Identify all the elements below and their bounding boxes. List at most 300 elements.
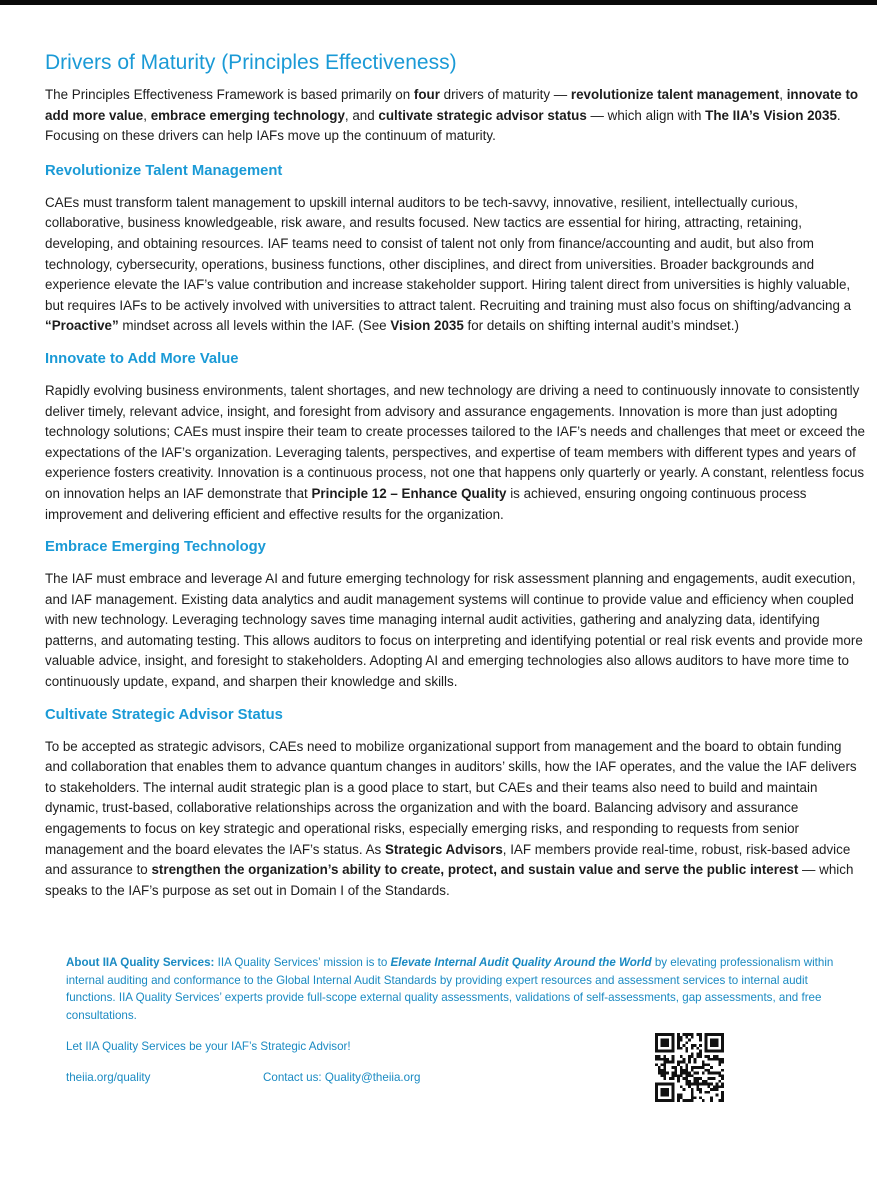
qr-module (655, 1055, 658, 1058)
qr-module (674, 1069, 677, 1072)
qr-module (655, 1085, 658, 1088)
qr-module (691, 1066, 694, 1069)
qr-module (685, 1033, 688, 1036)
qr-module (688, 1039, 691, 1042)
qr-module (691, 1096, 694, 1099)
document-body (45, 50, 865, 901)
qr-module (655, 1099, 658, 1102)
qr-module (655, 1047, 658, 1050)
qr-module (691, 1033, 694, 1036)
qr-module (655, 1044, 658, 1047)
qr-module (716, 1083, 719, 1086)
qr-module (688, 1055, 691, 1058)
qr-module (666, 1041, 669, 1044)
qr-module (688, 1083, 691, 1086)
qr-module (661, 1041, 664, 1044)
qr-module (710, 1077, 713, 1080)
qr-module (683, 1077, 686, 1080)
qr-module (705, 1091, 708, 1094)
qr-module (705, 1083, 708, 1086)
qr-module (691, 1052, 694, 1055)
qr-module (672, 1050, 675, 1053)
qr-module (710, 1096, 713, 1099)
qr-module (655, 1033, 658, 1036)
qr-module (672, 1041, 675, 1044)
section-technology (45, 536, 865, 693)
qr-module (705, 1036, 708, 1039)
qr-module (721, 1058, 724, 1061)
qr-module (661, 1058, 664, 1061)
qr-module (672, 1074, 675, 1077)
qr-module (672, 1094, 675, 1097)
qr-module (655, 1083, 658, 1086)
qr-module (663, 1074, 666, 1077)
qr-module (716, 1044, 719, 1047)
contact-link[interactable]: Contact us: Quality@theiia.org (263, 1071, 421, 1084)
qr-module (718, 1058, 721, 1061)
qr-module (683, 1072, 686, 1075)
qr-module (721, 1074, 724, 1077)
qr-module (666, 1039, 669, 1042)
qr-module (677, 1039, 680, 1042)
qr-module (661, 1099, 664, 1102)
qr-module (683, 1088, 686, 1091)
qr-module (669, 1033, 672, 1036)
qr-module (707, 1055, 710, 1058)
qr-module (677, 1080, 680, 1083)
qr-module (716, 1058, 719, 1061)
qr-module (669, 1061, 672, 1064)
qr-module (677, 1077, 680, 1080)
qr-module (655, 1058, 658, 1061)
qr-module (694, 1061, 697, 1064)
qr-module (691, 1083, 694, 1086)
qr-module (685, 1047, 688, 1050)
qr-module (713, 1088, 716, 1091)
qr-module (683, 1058, 686, 1061)
qr-module (710, 1072, 713, 1075)
qr-module (713, 1050, 716, 1053)
qr-module (705, 1080, 708, 1083)
qr-module (661, 1083, 664, 1086)
qr-module (672, 1083, 675, 1086)
qr-module (721, 1041, 724, 1044)
qr-module (669, 1099, 672, 1102)
section-heading-talent: Revolutionize Talent Management (45, 162, 283, 179)
section-text-advisor: To be accepted as strategic advisors, CAEs need to mobilize organizational support from management and the board to obtain funding and collaboration that enables them to advance quantum changes in auditors’ skills, how the IAF operates, and the value the IAF delivers to stakeholders. The internal audit strategic plan is a good place to start, but CAEs and their teams also need to build and maintain dynamic, trust-based, collaborative relationships across the organization and with the board. Balancing advisory and assurance engagements to focus on key strategic and operational risks, especially emerging risks, and responding to requests from senior management and the board elevates the IAF’s status. As Strategic Advisors, IAF members provide real-time, robust, risk-based advice and assurance to strengthen the organization’s ability to create, protect, and sustain value and serve the public interest — which speaks to the IAF’s purpose as set out in Domain I of the Standards. (45, 738, 857, 898)
qr-module (694, 1096, 697, 1099)
qr-module (677, 1044, 680, 1047)
qr-module (683, 1033, 686, 1036)
section-heading-technology: Embrace Emerging Technology (45, 539, 266, 556)
qr-module (658, 1072, 661, 1075)
qr-module (713, 1044, 716, 1047)
qr-module (672, 1085, 675, 1088)
qr-module (661, 1088, 664, 1091)
qr-module (718, 1080, 721, 1083)
qr-module (658, 1083, 661, 1086)
qr-module (666, 1058, 669, 1061)
page-title: Drivers of Maturity (Principles Effectiveness) (45, 51, 457, 74)
qr-module (699, 1039, 702, 1042)
top-border (0, 0, 877, 5)
qr-module (699, 1052, 702, 1055)
qr-module (691, 1099, 694, 1102)
qr-module (688, 1033, 691, 1036)
qr-module (661, 1039, 664, 1042)
section-talent (45, 160, 865, 337)
qr-module (663, 1050, 666, 1053)
qr-module (699, 1050, 702, 1053)
qr-module (694, 1083, 697, 1086)
qr-module (696, 1055, 699, 1058)
qr-module (694, 1066, 697, 1069)
qr-module (663, 1083, 666, 1086)
qr-module (696, 1047, 699, 1050)
qr-module (721, 1096, 724, 1099)
qr-module (710, 1050, 713, 1053)
qr-module (713, 1039, 716, 1042)
qr-module (696, 1077, 699, 1080)
qr-module (685, 1077, 688, 1080)
qr-module (669, 1077, 672, 1080)
qr-module (685, 1036, 688, 1039)
qr-module (663, 1039, 666, 1042)
qr-module (718, 1050, 721, 1053)
qr-module (672, 1055, 675, 1058)
qr-module (699, 1096, 702, 1099)
qr-module (680, 1066, 683, 1069)
section-text-innovate: Rapidly evolving business environments, talent shortages, and new technology are driving a need to continuously innovate to consistently deliver timely, relevant advice, insight, and foresight from advisory and assurance engagements. Innovation is more than just adopting technology solutions; CAEs must inspire their team to create processes tailored to the IAF’s needs and challenges that meet or exceed the expectations of the IAF’s organization. Leveraging talents, perspectives, and expertise of team members with different types and years of experience fosters creativity. Innovation is a continuous process, not one that happens only quarterly or yearly. A constant, relentless focus on innovation helps an IAF demonstrate that Principle 12 – Enhance Quality is achieved, ensuring ongoing continuous process improvement and delivering efficient and effective results for the organization. (45, 382, 866, 522)
qr-module (705, 1044, 708, 1047)
qr-module (702, 1072, 705, 1075)
qr-module (663, 1088, 666, 1091)
qr-module (705, 1039, 708, 1042)
qr-module (655, 1050, 658, 1053)
qr-module (688, 1061, 691, 1064)
qr-module (658, 1099, 661, 1102)
qr-module (696, 1080, 699, 1083)
qr-module (661, 1044, 664, 1047)
qr-module (707, 1077, 710, 1080)
qr-module (677, 1096, 680, 1099)
section-heading-advisor: Cultivate Strategic Advisor Status (45, 706, 283, 723)
qr-module (688, 1080, 691, 1083)
qr-module (718, 1074, 721, 1077)
qr-module (683, 1061, 686, 1064)
qr-module (661, 1069, 664, 1072)
qr-code-icon[interactable] (655, 1033, 724, 1102)
qr-module (694, 1077, 697, 1080)
qr-module (658, 1033, 661, 1036)
qr-module (674, 1074, 677, 1077)
qr-module (721, 1039, 724, 1042)
qr-module (702, 1099, 705, 1102)
qr-module (718, 1063, 721, 1066)
about-quality-services: About IIA Quality Services: IIA Quality Services’ mission is to Elevate Internal Audit Quality Around the World by elevating professionalism within internal auditing and conformance to the Global Internal Audit Standards by providing expert resources and assessment services to internal audit functions. IIA Quality Services’ experts provide full-scope external quality assessments, validations of self-assessments, gap assessments, and free consultations. (66, 956, 834, 1022)
qr-module (672, 1033, 675, 1036)
qr-module (661, 1094, 664, 1097)
qr-module (683, 1069, 686, 1072)
qr-module (658, 1050, 661, 1053)
qr-module (672, 1036, 675, 1039)
qr-module (710, 1066, 713, 1069)
qr-module (663, 1099, 666, 1102)
qr-module (691, 1055, 694, 1058)
qr-module (721, 1094, 724, 1097)
qr-module (691, 1047, 694, 1050)
qr-module (672, 1072, 675, 1075)
qr-module (666, 1094, 669, 1097)
qr-module (691, 1069, 694, 1072)
qr-module (680, 1061, 683, 1064)
qr-module (666, 1061, 669, 1064)
qr-module (694, 1044, 697, 1047)
qr-module (672, 1091, 675, 1094)
qr-module (685, 1083, 688, 1086)
qr-module (707, 1072, 710, 1075)
qr-module (702, 1083, 705, 1086)
qr-module (696, 1033, 699, 1036)
qr-module (716, 1094, 719, 1097)
qr-module (672, 1058, 675, 1061)
qr-module (666, 1044, 669, 1047)
qr-module (710, 1041, 713, 1044)
qr-module (721, 1085, 724, 1088)
qr-module (691, 1088, 694, 1091)
qr-module (680, 1094, 683, 1097)
qr-module (688, 1074, 691, 1077)
qr-module (663, 1069, 666, 1072)
qr-module (707, 1058, 710, 1061)
qr-module (655, 1039, 658, 1042)
qr-module (663, 1061, 666, 1064)
qr-module (721, 1091, 724, 1094)
qr-module (710, 1058, 713, 1061)
qr-module (721, 1077, 724, 1080)
qr-module (716, 1088, 719, 1091)
qr-module (672, 1066, 675, 1069)
qr-module (663, 1072, 666, 1075)
qr-module (702, 1063, 705, 1066)
qr-module (680, 1085, 683, 1088)
qr-module (710, 1033, 713, 1036)
qr-module (685, 1080, 688, 1083)
qr-module (685, 1066, 688, 1069)
qr-module (666, 1033, 669, 1036)
qr-module (713, 1055, 716, 1058)
section-advisor (45, 704, 865, 902)
qr-module (672, 1088, 675, 1091)
qr-module (705, 1047, 708, 1050)
qr-module (661, 1091, 664, 1094)
qr-module (694, 1072, 697, 1075)
qr-module (710, 1088, 713, 1091)
qr-module (677, 1099, 680, 1102)
qr-module (691, 1091, 694, 1094)
qr-module (680, 1047, 683, 1050)
qr-module (721, 1083, 724, 1086)
qr-module (655, 1096, 658, 1099)
qr-module (655, 1088, 658, 1091)
qr-module (713, 1058, 716, 1061)
qr-module (677, 1061, 680, 1064)
qr-module (680, 1039, 683, 1042)
qr-module (691, 1036, 694, 1039)
qr-module (680, 1036, 683, 1039)
qr-module (658, 1066, 661, 1069)
qr-module (680, 1069, 683, 1072)
qr-module (658, 1069, 661, 1072)
qr-module (710, 1099, 713, 1102)
qr-module (705, 1033, 708, 1036)
qr-module (713, 1077, 716, 1080)
qr-module (663, 1055, 666, 1058)
qr-module (663, 1058, 666, 1061)
qr-module (688, 1058, 691, 1061)
qr-module (677, 1047, 680, 1050)
qr-module (666, 1088, 669, 1091)
qr-module (699, 1066, 702, 1069)
qr-module (705, 1055, 708, 1058)
qr-module (716, 1085, 719, 1088)
qr-module (721, 1044, 724, 1047)
qr-module (699, 1077, 702, 1080)
qr-module (683, 1044, 686, 1047)
qr-module (721, 1061, 724, 1064)
qr-module (677, 1033, 680, 1036)
qr-module (677, 1074, 680, 1077)
qr-module (716, 1055, 719, 1058)
qr-module (685, 1074, 688, 1077)
qr-module (677, 1063, 680, 1066)
qr-module (683, 1099, 686, 1102)
qr-module (666, 1091, 669, 1094)
qr-module (702, 1066, 705, 1069)
qr-module (702, 1080, 705, 1083)
qr-module (721, 1033, 724, 1036)
qr-module (707, 1050, 710, 1053)
qr-module (713, 1072, 716, 1075)
qr-module (672, 1039, 675, 1042)
qr-module (677, 1094, 680, 1097)
qr-module (677, 1036, 680, 1039)
section-text-technology: The IAF must embrace and leverage AI and future emerging technology for risk assessment planning and engagements, audit execution, and IAF management. Existing data analytics and audit management systems will continue to provide value and efficiency when coupled with new technology. Leveraging technology saves time managing internal audit activities, gathering and analyzing data, identifying patterns, and automating testing. This allows auditors to focus on interpreting and identifying potential or real risk events and provide more valuable advice, insight, and foresight to stakeholders. Adopting AI and emerging technologies also allows auditors to have more time to continuously update, expand, and sharpen their knowledge and skills. (45, 571, 863, 690)
qr-module (721, 1050, 724, 1053)
qr-module (680, 1074, 683, 1077)
qr-module (707, 1083, 710, 1086)
section-text-talent: CAEs must transform talent management to upskill internal auditors to be tech-savvy, innovative, resilient, intellectually curious, collaborative, business knowledgeable, risk aware, and results focused. New tactics are essential for hiring, attracting, retaining, developing, and obtaining resources. IAF teams need to consist of talent not only from finance/accounting and audit, but also from technology, cybersecurity, operations, business functions, other disciplines, and direct from universities. Broader backgrounds and experience elevate the IAF’s value contribution and increase stakeholder support. Hiring talent direct from universities is highly valuable, but requires IAFs to be actively involved with universities to attract talent. Recruiting and training must also focus on shifting/advancing a “Proactive” mindset across all levels within the IAF. (See Vision 2035 for details on shifting internal audit’s mindset.) (45, 194, 852, 334)
qr-module (707, 1069, 710, 1072)
qr-module (663, 1094, 666, 1097)
section-innovate (45, 348, 865, 525)
qr-module (663, 1091, 666, 1094)
qr-module (707, 1033, 710, 1036)
qr-module (699, 1033, 702, 1036)
qr-module (721, 1036, 724, 1039)
qr-module (696, 1052, 699, 1055)
qr-module (699, 1036, 702, 1039)
qr-module (699, 1083, 702, 1086)
qr-module (672, 1047, 675, 1050)
qr-module (718, 1085, 721, 1088)
qr-module (699, 1044, 702, 1047)
qr-module (688, 1072, 691, 1075)
qr-module (655, 1091, 658, 1094)
qr-module (661, 1072, 664, 1075)
qr-module (663, 1044, 666, 1047)
qr-module (696, 1066, 699, 1069)
qr-module (655, 1041, 658, 1044)
qr-module (680, 1072, 683, 1075)
qr-module (716, 1072, 719, 1075)
qr-module (661, 1033, 664, 1036)
qr-module (685, 1072, 688, 1075)
qr-module (696, 1085, 699, 1088)
qr-module (691, 1094, 694, 1097)
qr-module (716, 1041, 719, 1044)
qr-module (688, 1085, 691, 1088)
qr-module (718, 1061, 721, 1064)
qr-module (672, 1096, 675, 1099)
qr-module (672, 1099, 675, 1102)
intro-paragraph: The Principles Effectiveness Framework is based primarily on four drivers of maturity — revolutionize talent management, innovate to add more value, embrace emerging technology, and cultivate strategic advisor status — which align with The IIA’s Vision 2035. Focusing on these drivers can help IAFs move up the continuum of maturity. (45, 87, 859, 144)
qr-module (674, 1066, 677, 1069)
qr-module (691, 1074, 694, 1077)
qr-module (721, 1047, 724, 1050)
qr-module (663, 1033, 666, 1036)
qr-module (721, 1099, 724, 1102)
qr-module (718, 1072, 721, 1075)
qr-module (677, 1041, 680, 1044)
qr-module (694, 1080, 697, 1083)
qr-module (655, 1094, 658, 1097)
qr-module (669, 1083, 672, 1086)
qr-module (702, 1061, 705, 1064)
qr-module (663, 1066, 666, 1069)
qr-module (666, 1099, 669, 1102)
qr-module (655, 1036, 658, 1039)
qr-module (666, 1072, 669, 1075)
qr-module (663, 1063, 666, 1066)
qr-module (699, 1055, 702, 1058)
qr-module (713, 1041, 716, 1044)
qr-module (658, 1058, 661, 1061)
qr-module (696, 1083, 699, 1086)
qr-module (685, 1099, 688, 1102)
qr-module (721, 1069, 724, 1072)
qr-module (666, 1083, 669, 1086)
qr-module (699, 1088, 702, 1091)
qr-module (666, 1050, 669, 1053)
qr-module (716, 1033, 719, 1036)
qr-module (669, 1050, 672, 1053)
qr-module (685, 1041, 688, 1044)
qr-module (707, 1063, 710, 1066)
qr-module (685, 1069, 688, 1072)
qr-module (661, 1063, 664, 1066)
qr-module (718, 1033, 721, 1036)
website-link[interactable]: theiia.org/quality (66, 1071, 151, 1084)
qr-module (658, 1055, 661, 1058)
qr-module (705, 1063, 708, 1066)
qr-module (663, 1041, 666, 1044)
qr-module (672, 1061, 675, 1064)
qr-module (718, 1099, 721, 1102)
qr-module (699, 1091, 702, 1094)
qr-module (705, 1050, 708, 1053)
qr-module (707, 1085, 710, 1088)
